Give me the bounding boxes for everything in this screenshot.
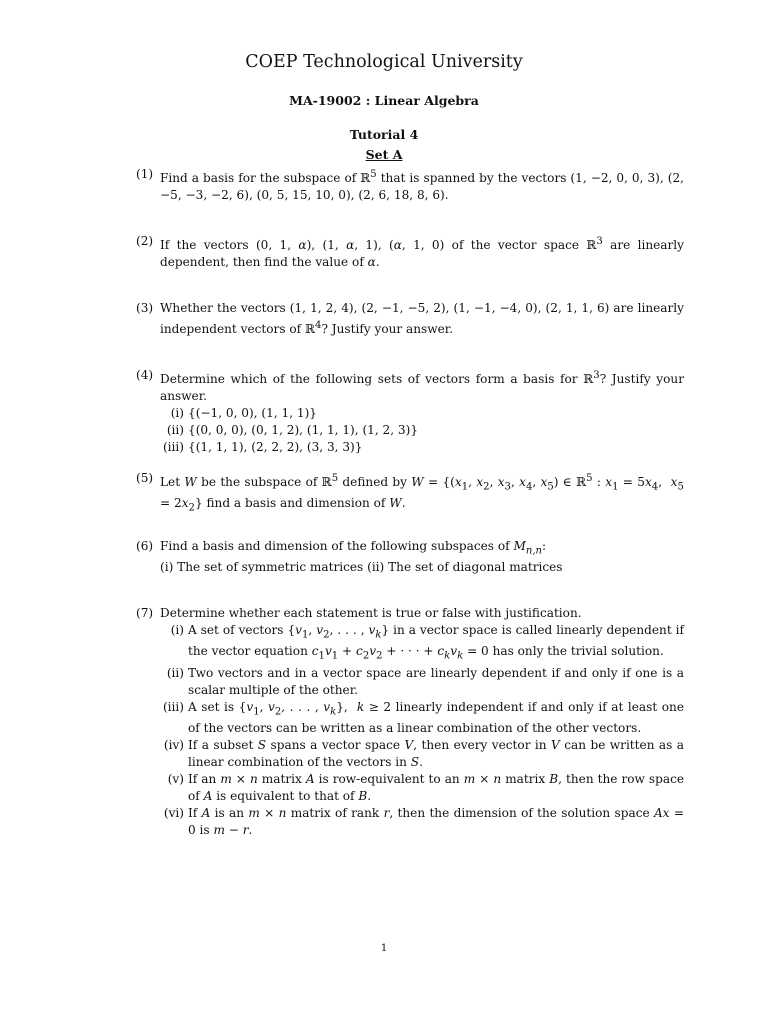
question-7 bbox=[136, 605, 684, 839]
sub-item-label: (ii) bbox=[166, 665, 184, 680]
question-2 bbox=[136, 233, 684, 271]
sub-item-label: (v) bbox=[167, 772, 184, 787]
question-6 bbox=[136, 538, 684, 576]
question-text: Let W be the subspace of ℝ$^5$ defined by $W = \{(x_1$, $x_2$, $x_3$, $x_4$, $x_5$) ∈ ℝ$^5$ : $x_1 = 5x_4$, $x_5 = 2x_2$} find a basis and dimension of W. bbox=[160, 473, 684, 514]
sub-item-label: (iii) bbox=[162, 440, 184, 455]
question-5 bbox=[136, 470, 684, 517]
question-number: (1) bbox=[136, 167, 154, 181]
sub-item-text: {(0, 0, 0), (0, 1, 2), (1, 1, 1), (1, 2, 3)} bbox=[188, 423, 419, 438]
page-number: 1 bbox=[380, 943, 388, 954]
question-text: Find a basis and dimension of the following subspaces of $M_{n,n}$: bbox=[160, 539, 547, 557]
question-number: (7) bbox=[136, 606, 154, 620]
question-text: Determine whether each statement is true or false with justification. bbox=[160, 606, 582, 620]
sub-item bbox=[170, 405, 684, 422]
sub-item bbox=[166, 665, 684, 699]
question-number: (3) bbox=[136, 301, 154, 315]
sub-item-text: A set is {$v_1$, $v_2$, . . . , $v_k$}, k ≥ 2 linearly independent if and only if at least one of the vectors can be written as a linear combination of the other vectors. bbox=[188, 699, 684, 736]
sub-item-text: If a subset S spans a vector space V, then every vector in V can be written as a linear combination of the vectors in S. bbox=[188, 738, 685, 770]
sub-item bbox=[163, 805, 684, 839]
question-text: Find a basis for the subspace of ℝ$^5$ that is spanned by the vectors (1, −2, 0, 0, 3), (2, −5, −3, −2, 6), (0, 5, 15, 10, 0), (2, 6, 18, 8, 6). bbox=[160, 169, 684, 203]
question-number: (6) bbox=[136, 539, 154, 553]
sub-item-label: (vi) bbox=[163, 806, 184, 821]
sub-item-label: (iv) bbox=[163, 738, 184, 753]
question-3 bbox=[136, 300, 684, 338]
question-number: (5) bbox=[136, 471, 154, 485]
university-title: COEP Technological University bbox=[245, 52, 523, 72]
sub-item bbox=[167, 771, 685, 805]
sub-item-label: (iii) bbox=[162, 699, 184, 714]
question-text-line2: (i) The set of symmetric matrices (ii) The set of diagonal matrices bbox=[160, 560, 563, 575]
question-number: (2) bbox=[136, 234, 154, 248]
question-number: (4) bbox=[136, 368, 154, 382]
sub-item-text: If an m × n matrix A is row-equivalent to an m × n matrix B, then the row space of A is equivalent to that of B. bbox=[188, 772, 685, 804]
sub-item-text: Two vectors and in a vector space are linearly dependent if and only if one is a scalar multiple of the other. bbox=[188, 665, 684, 697]
question-1 bbox=[136, 166, 684, 204]
sub-item bbox=[166, 422, 684, 439]
question-text: Whether the vectors (1, 1, 2, 4), (2, −1, −5, 2), (1, −1, −4, 0), (2, 1, 1, 6) are linearly independent vectors of ℝ$^4$? Justify your answer. bbox=[160, 301, 684, 337]
sub-item bbox=[170, 622, 684, 665]
sub-item bbox=[162, 699, 684, 737]
sub-item-label: (i) bbox=[170, 406, 184, 421]
sub-item-label: (ii) bbox=[166, 423, 184, 438]
question-text: If the vectors (0, 1, α), (1, α, 1), (α, 1, 0) of the vector space ℝ$^3$ are linearly dependent, then find the value of α. bbox=[160, 236, 684, 270]
set-title: Set A bbox=[365, 147, 403, 162]
course-title: MA-19002 : Linear Algebra bbox=[289, 93, 479, 108]
tutorial-title: Tutorial 4 bbox=[349, 127, 419, 142]
sub-item-label: (i) bbox=[170, 623, 184, 637]
sub-item bbox=[162, 439, 684, 456]
sub-item-text: {(1, 1, 1), (2, 2, 2), (3, 3, 3)} bbox=[188, 440, 363, 455]
sub-item-text: If A is an m × n matrix of rank r, then the dimension of the solution space Ax = 0 is m − r. bbox=[188, 806, 684, 838]
sub-item bbox=[163, 737, 685, 771]
question-4 bbox=[136, 367, 684, 456]
sub-item-text: {(−1, 0, 0), (1, 1, 1)} bbox=[188, 406, 318, 421]
sub-item-text: A set of vectors {$v_1$, $v_2$, . . . , $v_k$} in a vector space is called linearly dependent if the vector equation $c_1v_1 + c_2v_2$ + · · · + $c_kv_k = 0$ has only the trivial solution. bbox=[188, 623, 684, 662]
question-text: Determine which of the following sets of vectors form a basis for ℝ$^3$? Justify your answer. bbox=[160, 370, 684, 404]
